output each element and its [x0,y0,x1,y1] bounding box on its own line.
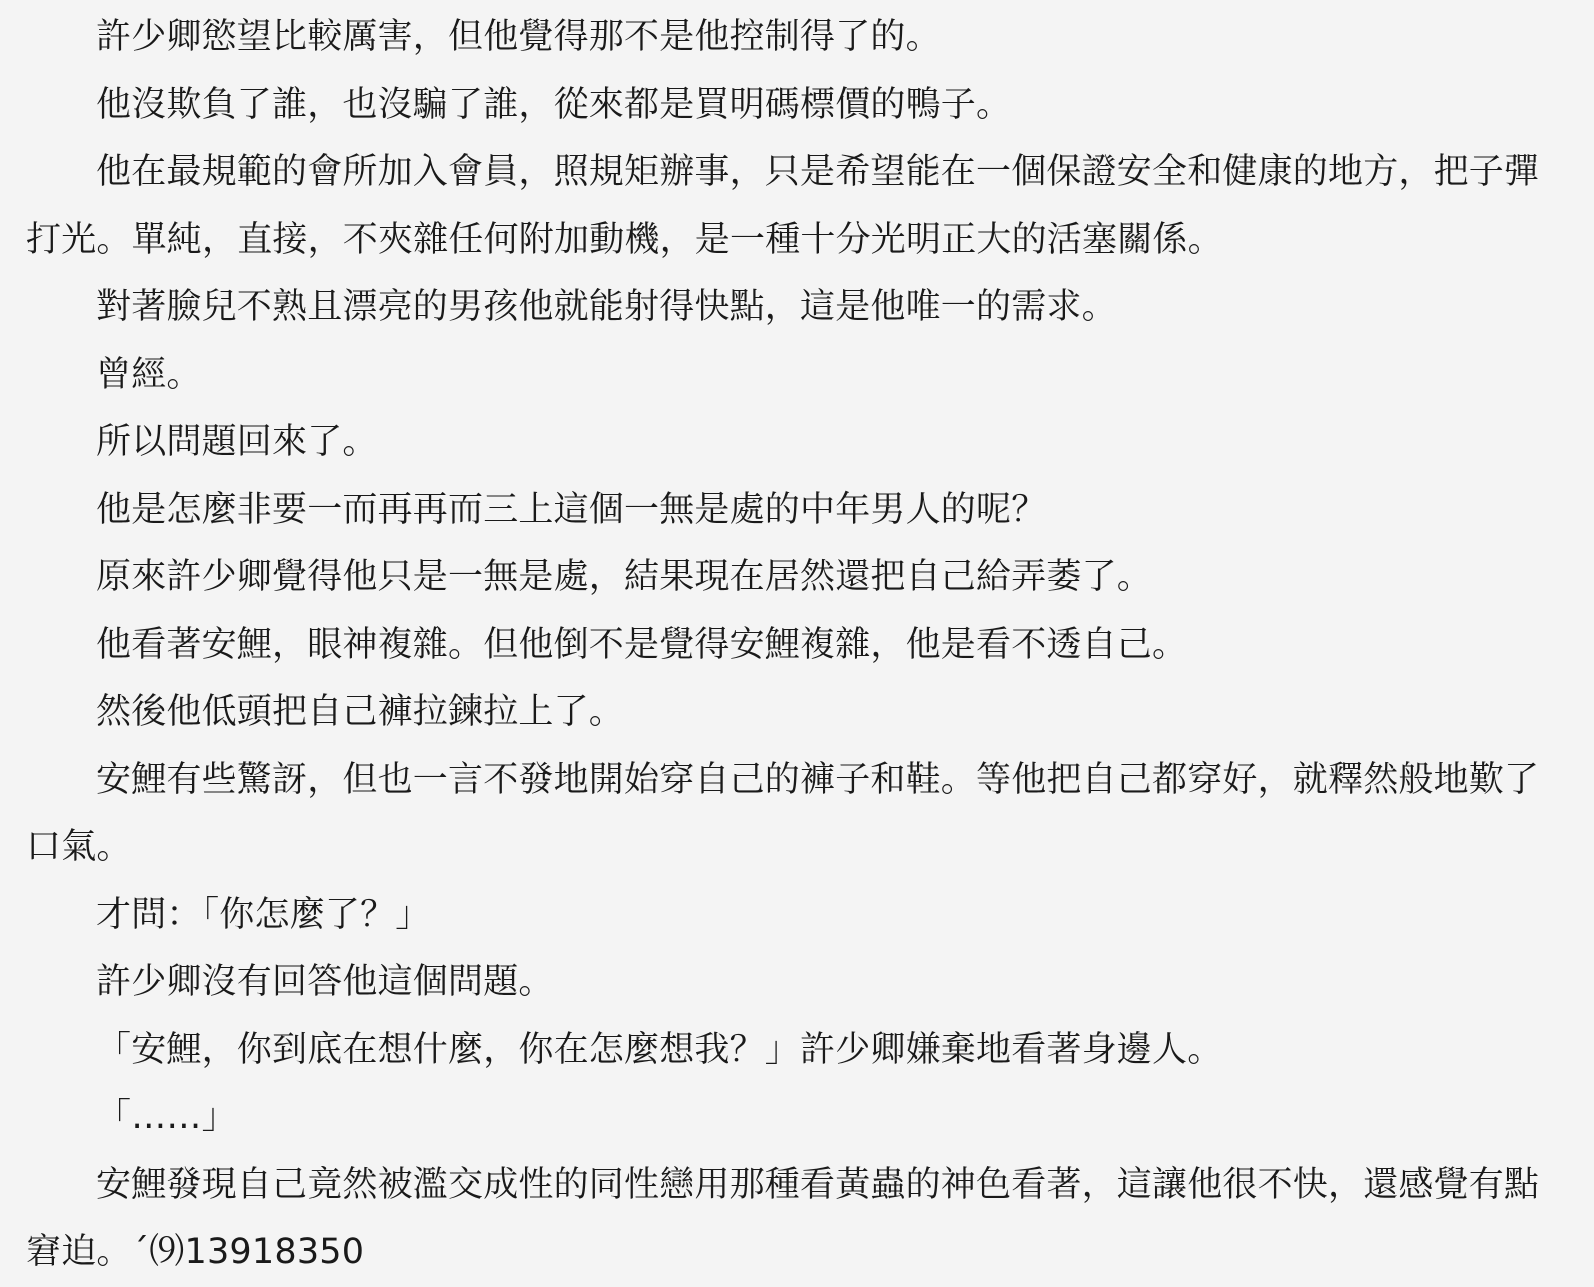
paragraph: 許少卿慾望比較厲害，但他覺得那不是他控制得了的。 [96,17,941,57]
paragraph: 「……」 [96,1097,237,1137]
paragraph: 他在最規範的會所加入會員，照規矩辦事，只是希望能在一個保證安全和健康的地方，把子彈打光。單純，直接，不夾雜任何附加動機，是一種十分光明正大的活塞關係。 [26,152,1540,260]
paragraph: 他是怎麼非要一而再再而三上這個一無是處的中年男人的呢？ [96,489,1047,530]
paragraph: 曾經。 [96,354,202,395]
paragraph: 所以問題回來了。 [96,422,378,462]
paragraph: 安鯉發現自己竟然被濫交成性的同性戀用那種看黃蟲的神色看著，這讓他很不快，還感覺有點窘迫。´⑼13918350 [26,1164,1540,1272]
paragraph: 然後他低頭把自己褲拉鍊拉上了。 [96,692,625,732]
paragraph: 才問：「你怎麼了？」 [96,894,431,935]
paragraph: 安鯉有些驚訝，但也一言不發地開始穿自己的褲子和鞋。等他把自己都穿好，就釋然般地歎了口氣。 [26,759,1540,867]
paragraph: 對著臉兒不熟且漂亮的男孩他就能射得快點，這是他唯一的需求。 [96,287,1117,327]
paragraph: 他沒欺負了誰，也沒騙了誰，從來都是買明碼標價的鴨子。 [96,84,1012,125]
paragraph: 許少卿沒有回答他這個問題。 [96,962,554,1002]
paragraph: 他看著安鯉，眼神複雜。但他倒不是覺得安鯉複雜，他是看不透自己。 [96,624,1188,665]
paragraph: 「安鯉，你到底在想什麼，你在怎麼想我？」許少卿嫌棄地看著身邊人。 [96,1029,1223,1070]
paragraph: 原來許少卿覺得他只是一無是處，結果現在居然還把自己給弄萎了。 [96,557,1153,597]
